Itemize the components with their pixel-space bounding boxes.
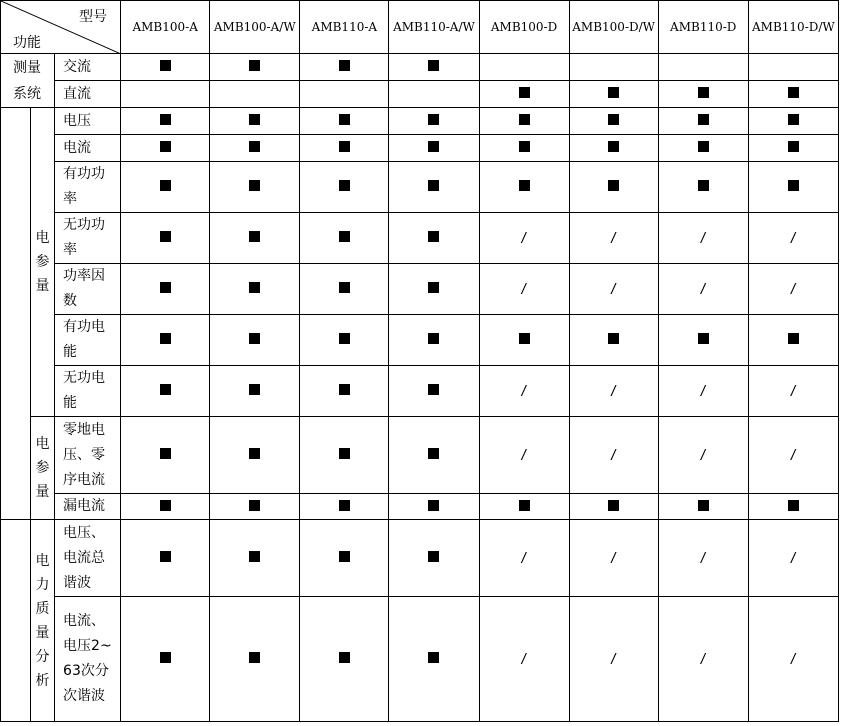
filled-square-icon	[249, 551, 260, 562]
supported-cell	[389, 213, 479, 264]
function-label: 无功功率	[55, 213, 121, 264]
table-row	[1, 597, 839, 722]
header-row	[1, 1, 839, 54]
not-supported-mark: /	[609, 230, 618, 246]
not-supported-mark: /	[520, 651, 528, 667]
not-supported-cell	[658, 366, 748, 417]
supported-cell	[569, 81, 658, 108]
filled-square-icon	[428, 141, 439, 152]
not-supported-cell	[479, 597, 569, 722]
empty-cell	[121, 81, 210, 108]
empty-cell	[479, 54, 569, 81]
filled-square-icon	[698, 333, 709, 344]
filled-square-icon	[428, 60, 439, 71]
table-row	[1, 81, 839, 108]
not-supported-mark: /	[789, 651, 798, 667]
function-label: 电压	[55, 108, 121, 135]
filled-square-icon	[249, 333, 260, 344]
filled-square-icon	[249, 448, 260, 459]
filled-square-icon	[160, 500, 171, 511]
not-supported-mark: /	[789, 281, 798, 297]
filled-square-icon	[608, 114, 619, 125]
supported-cell	[389, 264, 479, 315]
filled-square-icon	[608, 333, 619, 344]
filled-square-icon	[160, 384, 171, 395]
supported-cell	[210, 54, 300, 81]
filled-square-icon	[788, 87, 799, 98]
filled-square-icon	[160, 448, 171, 459]
not-supported-cell	[479, 520, 569, 597]
supported-cell	[121, 213, 210, 264]
empty-cell	[389, 81, 479, 108]
filled-square-icon	[339, 231, 350, 242]
function-label: 电流	[55, 135, 121, 162]
filled-square-icon	[519, 141, 530, 152]
table-row	[1, 417, 839, 494]
supported-cell	[121, 494, 210, 520]
filled-square-icon	[249, 652, 260, 663]
empty-cell	[658, 54, 748, 81]
supported-cell	[569, 494, 658, 520]
filled-square-icon	[249, 114, 260, 125]
model-header: AMB100-D	[479, 1, 569, 54]
supported-cell	[389, 597, 479, 722]
model-header: AMB110-D	[658, 1, 748, 54]
function-label: 交流	[55, 54, 121, 81]
supported-cell	[210, 264, 300, 315]
function-label: 直流	[55, 81, 121, 108]
not-supported-cell	[658, 417, 748, 494]
supported-cell	[210, 366, 300, 417]
supported-cell	[389, 417, 479, 494]
supported-cell	[389, 520, 479, 597]
supported-cell	[210, 213, 300, 264]
model-header-label: 型号	[79, 9, 107, 25]
not-supported-mark: /	[699, 383, 708, 399]
not-supported-mark: /	[789, 447, 798, 463]
table-row	[1, 520, 839, 597]
not-supported-cell	[569, 597, 658, 722]
supported-cell	[748, 162, 838, 213]
table-row	[1, 264, 839, 315]
not-supported-cell	[479, 264, 569, 315]
supported-cell	[121, 315, 210, 366]
filled-square-icon	[249, 180, 260, 191]
filled-square-icon	[428, 282, 439, 293]
supported-cell	[300, 213, 389, 264]
table-row	[1, 213, 839, 264]
not-supported-mark: /	[520, 230, 528, 246]
not-supported-mark: /	[789, 230, 798, 246]
filled-square-icon	[339, 448, 350, 459]
supported-cell	[658, 81, 748, 108]
function-label: 无功电能	[55, 366, 121, 417]
supported-cell	[389, 54, 479, 81]
filled-square-icon	[698, 114, 709, 125]
not-supported-mark: /	[699, 651, 708, 667]
filled-square-icon	[428, 384, 439, 395]
model-header: AMB100-A/W	[210, 1, 300, 54]
supported-cell	[121, 597, 210, 722]
supported-cell	[479, 494, 569, 520]
filled-square-icon	[698, 87, 709, 98]
supported-cell	[389, 315, 479, 366]
filled-square-icon	[608, 141, 619, 152]
not-supported-mark: /	[789, 550, 798, 566]
not-supported-cell	[569, 366, 658, 417]
supported-cell	[479, 81, 569, 108]
supported-cell	[300, 366, 389, 417]
function-label: 电流、电压2~63次分次谐波	[55, 597, 121, 722]
not-supported-mark: /	[520, 447, 528, 463]
not-supported-mark: /	[609, 447, 618, 463]
filled-square-icon	[249, 231, 260, 242]
supported-cell	[479, 108, 569, 135]
filled-square-icon	[428, 500, 439, 511]
filled-square-icon	[339, 282, 350, 293]
filled-square-icon	[160, 652, 171, 663]
filled-square-icon	[519, 87, 530, 98]
table-row	[1, 366, 839, 417]
empty-cell	[210, 81, 300, 108]
supported-cell	[569, 108, 658, 135]
filled-square-icon	[160, 180, 171, 191]
filled-square-icon	[160, 282, 171, 293]
supported-cell	[658, 162, 748, 213]
filled-square-icon	[339, 551, 350, 562]
filled-square-icon	[249, 500, 260, 511]
supported-cell	[389, 162, 479, 213]
supported-cell	[210, 315, 300, 366]
supported-cell	[121, 417, 210, 494]
supported-cell	[300, 494, 389, 520]
filled-square-icon	[160, 60, 171, 71]
model-header: AMB100-D/W	[569, 1, 658, 54]
filled-square-icon	[428, 551, 439, 562]
not-supported-cell	[569, 520, 658, 597]
supported-cell	[658, 108, 748, 135]
function-label: 漏电流	[55, 494, 121, 520]
supported-cell	[389, 108, 479, 135]
supported-cell	[300, 520, 389, 597]
supported-cell	[210, 494, 300, 520]
supported-cell	[748, 315, 838, 366]
filled-square-icon	[788, 500, 799, 511]
supported-cell	[389, 366, 479, 417]
filled-square-icon	[788, 141, 799, 152]
filled-square-icon	[428, 333, 439, 344]
filled-square-icon	[519, 333, 530, 344]
supported-cell	[210, 520, 300, 597]
filled-square-icon	[249, 282, 260, 293]
filled-square-icon	[339, 60, 350, 71]
filled-square-icon	[160, 333, 171, 344]
filled-square-icon	[698, 180, 709, 191]
not-supported-mark: /	[609, 281, 618, 297]
supported-cell	[300, 417, 389, 494]
filled-square-icon	[519, 500, 530, 511]
table-row	[1, 135, 839, 162]
supported-cell	[210, 417, 300, 494]
not-supported-cell	[569, 213, 658, 264]
not-supported-cell	[748, 417, 838, 494]
corner-cell	[1, 1, 121, 54]
filled-square-icon	[428, 652, 439, 663]
supported-cell	[210, 597, 300, 722]
supported-cell	[748, 81, 838, 108]
supported-cell	[658, 494, 748, 520]
filled-square-icon	[698, 141, 709, 152]
filled-square-icon	[339, 114, 350, 125]
filled-square-icon	[428, 180, 439, 191]
function-label: 有功功率	[55, 162, 121, 213]
not-supported-cell	[658, 597, 748, 722]
not-supported-mark: /	[520, 383, 528, 399]
supported-cell	[210, 108, 300, 135]
filled-square-icon	[428, 231, 439, 242]
function-header-label: 功能	[13, 35, 41, 51]
table-row	[1, 54, 839, 81]
supported-cell	[300, 264, 389, 315]
empty-cell	[300, 81, 389, 108]
not-supported-cell	[658, 264, 748, 315]
not-supported-mark: /	[520, 550, 528, 566]
not-supported-cell	[479, 417, 569, 494]
filled-square-icon	[339, 652, 350, 663]
not-supported-mark: /	[520, 281, 528, 297]
supported-cell	[300, 315, 389, 366]
model-header: AMB110-D/W	[748, 1, 838, 54]
supported-cell	[300, 162, 389, 213]
filled-square-icon	[788, 114, 799, 125]
filled-square-icon	[249, 141, 260, 152]
filled-square-icon	[519, 180, 530, 191]
supported-cell	[121, 108, 210, 135]
table-row	[1, 315, 839, 366]
model-header: AMB110-A/W	[389, 1, 479, 54]
not-supported-mark: /	[699, 281, 708, 297]
supported-cell	[658, 135, 748, 162]
not-supported-cell	[479, 213, 569, 264]
supported-cell	[748, 135, 838, 162]
function-label: 零地电压、零序电流	[55, 417, 121, 494]
table-row	[1, 108, 839, 135]
not-supported-mark: /	[609, 651, 618, 667]
supported-cell	[121, 135, 210, 162]
supported-cell	[300, 54, 389, 81]
not-supported-cell	[658, 520, 748, 597]
filled-square-icon	[788, 180, 799, 191]
group-measurement-system: 测量 系统	[1, 54, 55, 108]
filled-square-icon	[339, 333, 350, 344]
supported-cell	[569, 315, 658, 366]
supported-cell	[300, 135, 389, 162]
filled-square-icon	[339, 180, 350, 191]
supported-cell	[121, 264, 210, 315]
filled-square-icon	[249, 384, 260, 395]
not-supported-cell	[748, 213, 838, 264]
filled-square-icon	[160, 551, 171, 562]
not-supported-cell	[479, 366, 569, 417]
group-electrical-params: 电 参 量	[31, 108, 55, 417]
supported-cell	[389, 494, 479, 520]
supported-cell	[569, 162, 658, 213]
not-supported-mark: /	[699, 230, 708, 246]
filled-square-icon	[428, 114, 439, 125]
supported-cell	[300, 108, 389, 135]
supported-cell	[479, 162, 569, 213]
group-spacer	[1, 520, 31, 722]
supported-cell	[748, 108, 838, 135]
not-supported-cell	[658, 213, 748, 264]
filled-square-icon	[608, 180, 619, 191]
filled-square-icon	[698, 500, 709, 511]
function-label: 功率因数	[55, 264, 121, 315]
filled-square-icon	[428, 448, 439, 459]
filled-square-icon	[339, 141, 350, 152]
filled-square-icon	[160, 114, 171, 125]
filled-square-icon	[339, 384, 350, 395]
not-supported-mark: /	[609, 550, 618, 566]
filled-square-icon	[249, 60, 260, 71]
filled-square-icon	[519, 114, 530, 125]
model-header: AMB110-A	[300, 1, 389, 54]
function-label: 电压、电流总谐波	[55, 520, 121, 597]
model-header: AMB100-A	[121, 1, 210, 54]
group-power-quality: 电 力 质 量 分 析	[31, 520, 55, 722]
supported-cell	[300, 597, 389, 722]
not-supported-cell	[748, 597, 838, 722]
supported-cell	[479, 315, 569, 366]
not-supported-cell	[569, 264, 658, 315]
filled-square-icon	[160, 141, 171, 152]
filled-square-icon	[339, 500, 350, 511]
supported-cell	[121, 162, 210, 213]
supported-cell	[210, 162, 300, 213]
supported-cell	[121, 366, 210, 417]
not-supported-mark: /	[699, 447, 708, 463]
not-supported-mark: /	[609, 383, 618, 399]
filled-square-icon	[788, 333, 799, 344]
supported-cell	[121, 520, 210, 597]
table-row	[1, 494, 839, 520]
supported-cell	[210, 135, 300, 162]
supported-cell	[389, 135, 479, 162]
empty-cell	[748, 54, 838, 81]
not-supported-mark: /	[699, 550, 708, 566]
group-electrical-params: 电 参 量	[31, 417, 55, 520]
filled-square-icon	[608, 500, 619, 511]
not-supported-cell	[569, 417, 658, 494]
not-supported-cell	[748, 366, 838, 417]
supported-cell	[569, 135, 658, 162]
filled-square-icon	[160, 231, 171, 242]
group-spacer	[1, 108, 31, 520]
empty-cell	[569, 54, 658, 81]
table-row	[1, 162, 839, 213]
filled-square-icon	[608, 87, 619, 98]
supported-cell	[658, 315, 748, 366]
supported-cell	[479, 135, 569, 162]
supported-cell	[748, 494, 838, 520]
supported-cell	[121, 54, 210, 81]
not-supported-cell	[748, 520, 838, 597]
not-supported-mark: /	[789, 383, 798, 399]
function-label: 有功电能	[55, 315, 121, 366]
not-supported-cell	[748, 264, 838, 315]
